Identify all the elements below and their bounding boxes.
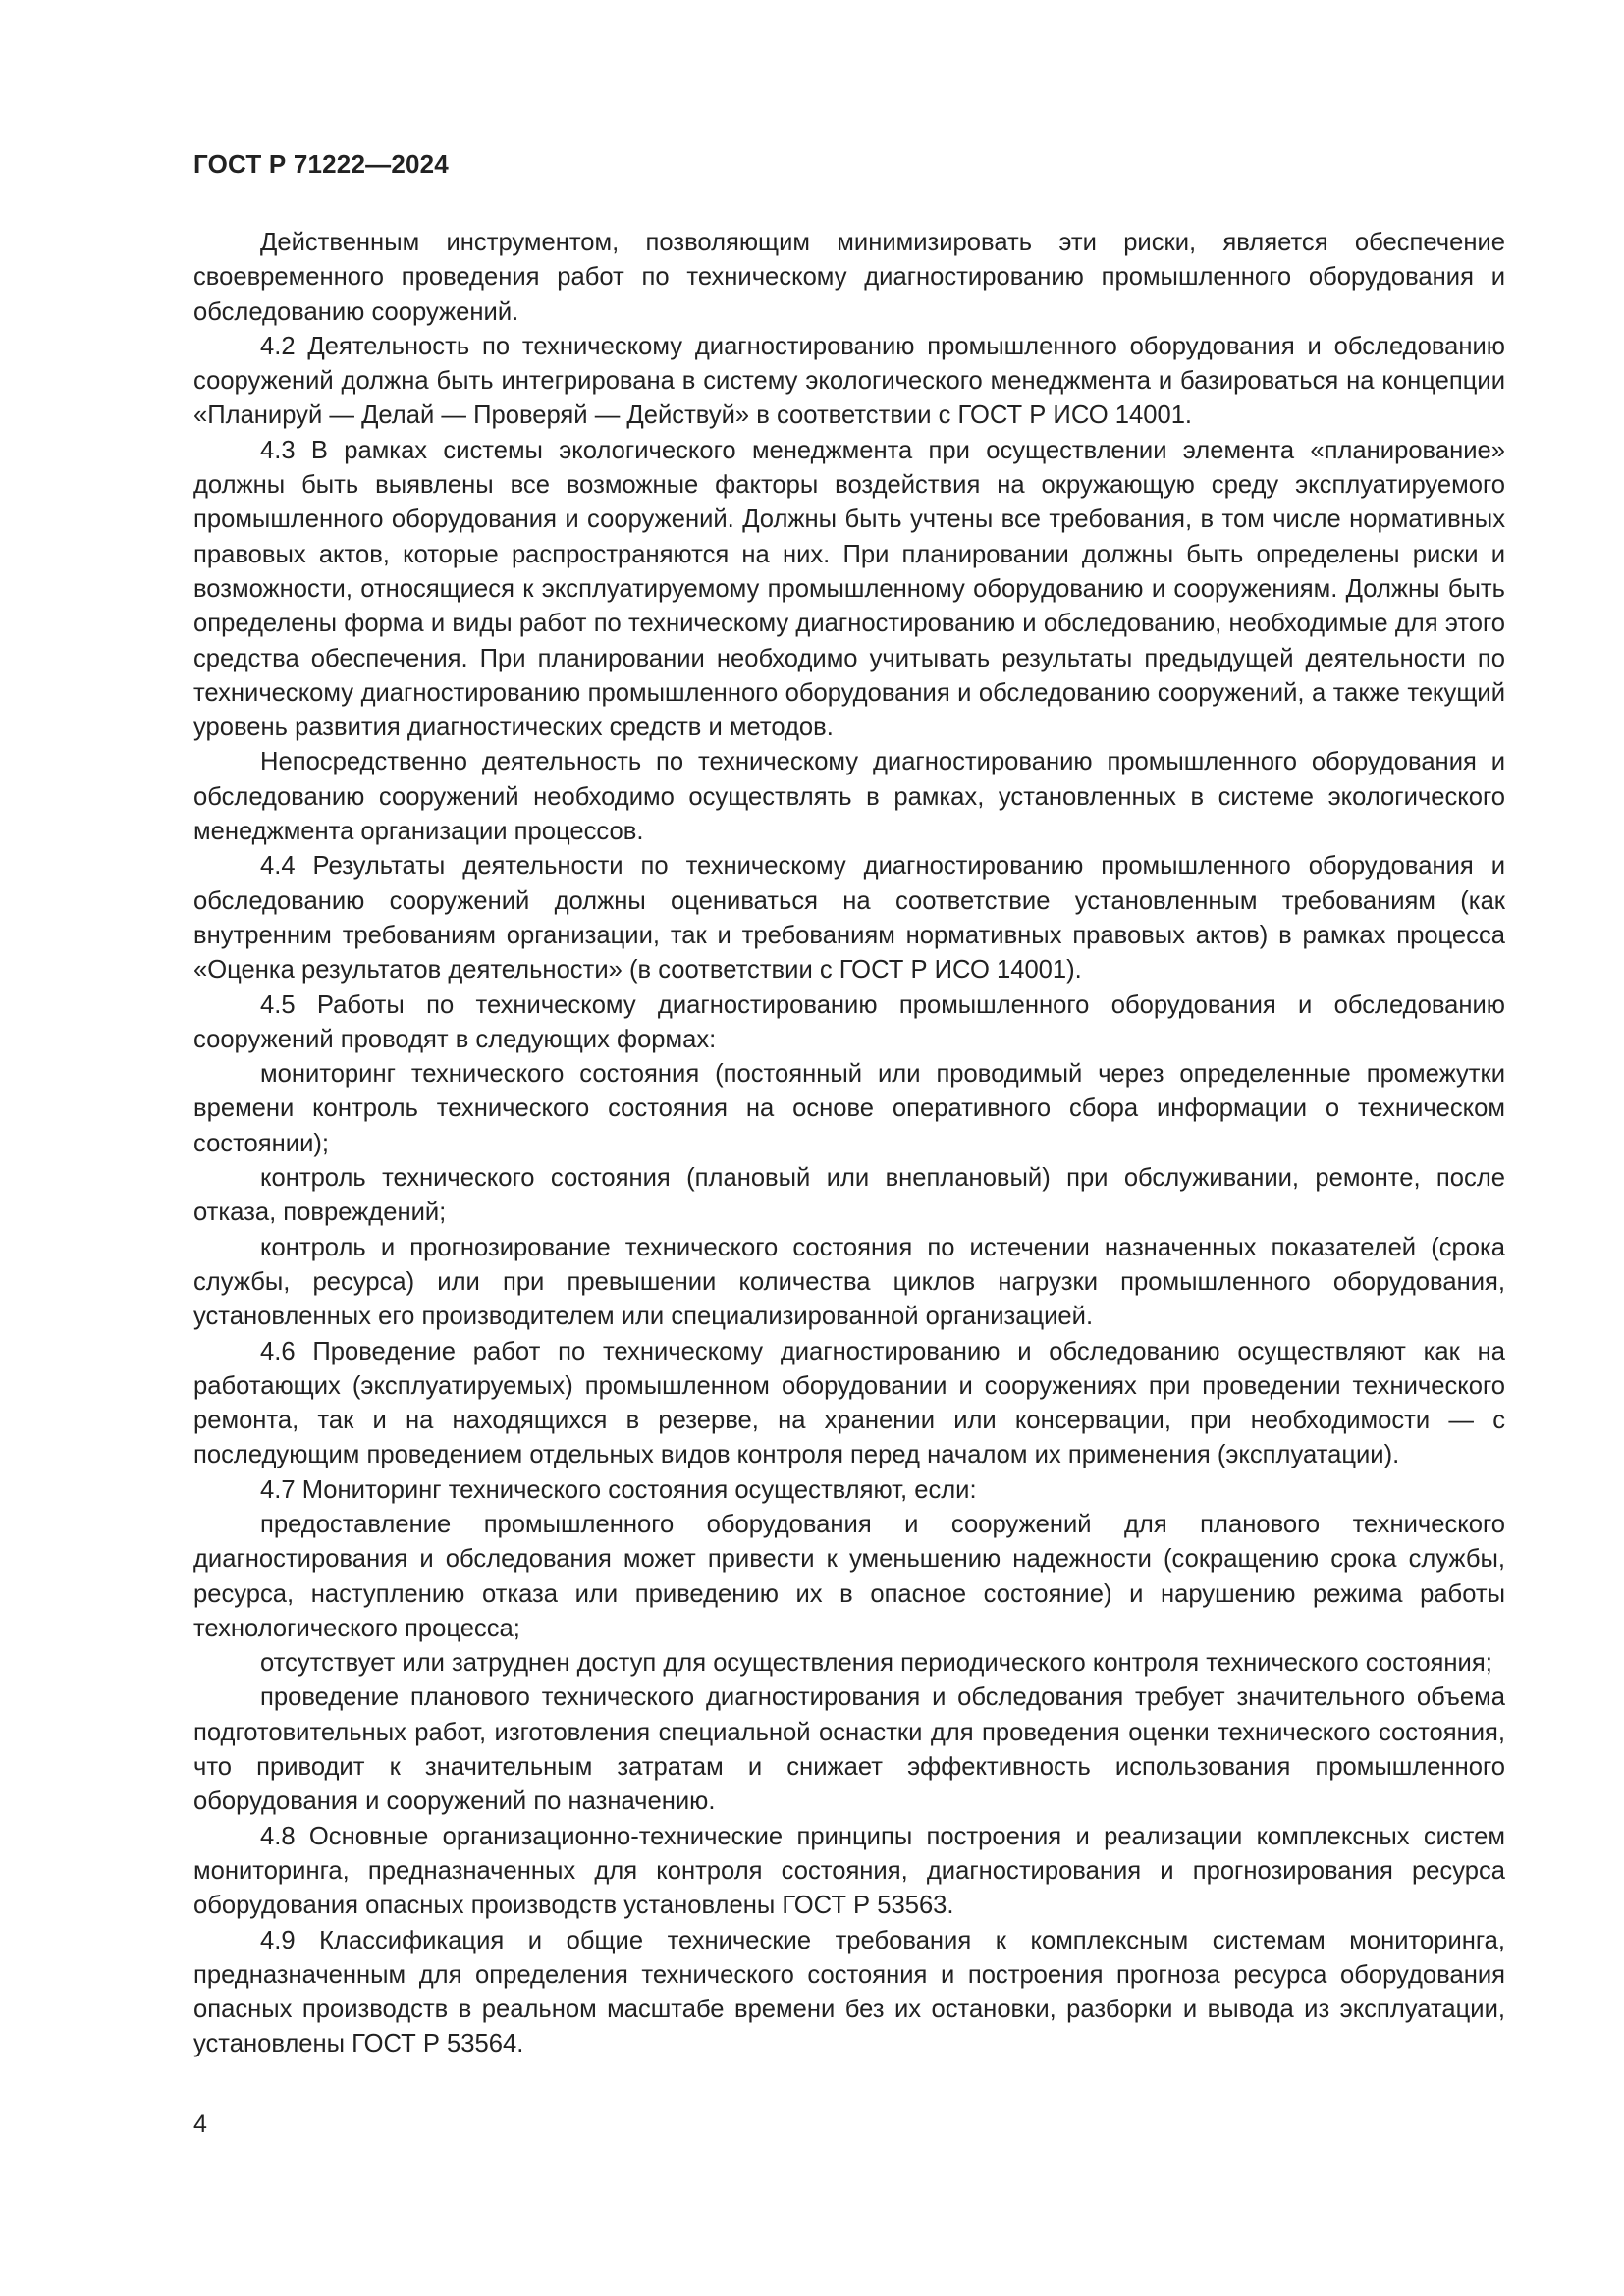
paragraph-4-2: 4.2 Деятельность по техническому диагностированию промышленного оборудования и обследованию сооружений должна быть интегрирована в систему экологического менеджмента и базироваться на концепции «Планируй — Делай — Проверяй — Действуй» в соответствии с ГОСТ Р ИСО 14001. — [193, 332, 1505, 430]
paragraph-4-8: 4.8 Основные организационно-технические принципы построения и реализации комплексных систем мониторинга, предназначенных для контроля состояния, диагностирования и прогнозирования ресурса оборудования опасных производств установлены ГОСТ Р 53563. — [193, 1822, 1505, 1920]
document-body — [193, 226, 1505, 2062]
page-number: 4 — [193, 2110, 207, 2138]
document-standard-title: ГОСТ Р 71222—2024 — [193, 149, 449, 179]
paragraph-4-9: 4.9 Классификация и общие технические требования к комплексным системам мониторинга, предназначенным для определения технического состояния и построения прогноза ресурса оборудования опасных производств в реальном масштабе времени без их остановки, разборки и вывода из эксплуатации, установлены ГОСТ Р 53564. — [193, 1926, 1505, 2058]
paragraph-4-3: 4.3 В рамках системы экологического менеджмента при осуществлении элемента «планирование» должны быть выявлены все возможные факторы воздействия на окружающую среду эксплуатируемого промышленного оборудования и сооружений. Должны быть учтены все требования, в том числе нормативных правовых актов, которые распространяются на них. При планировании должны быть определены риски и возможности, относящиеся к эксплуатируемому промышленному оборудованию и сооружениям. Должны быть определены форма и виды работ по техническому диагностированию и обследованию, необходимые для этого средства обеспечения. При планировании необходимо учитывать результаты предыдущей деятельности по техническому диагностированию промышленного оборудования и обследованию сооружений, а также текущий уровень развития диагностических средств и методов. — [193, 436, 1505, 742]
list-item-forecasting: контроль и прогнозирование технического состояния по истечении назначенных показателей (срока службы, ресурса) или при превышении количества циклов нагрузки промышленного оборудования, установленных его производителем или специализированной организацией. — [193, 1233, 1505, 1331]
paragraph-4-3-continued: Непосредственно деятельность по техническому диагностированию промышленного оборудования и обследованию сооружений необходимо осуществлять в рамках, установленных в системе экологического менеджмента организации процессов. — [193, 748, 1505, 846]
list-item-access: отсутствует или затруднен доступ для осуществления периодического контроля технического состояния; — [260, 1649, 1492, 1678]
paragraph-4-6: 4.6 Проведение работ по техническому диагностированию и обследованию осуществляют как на работающих (эксплуатируемых) промышленном оборудовании и сооружениях при проведении технического ремонта, так и на находящихся в резерве, на хранении или консервации, при необходимости — с последующим проведением отдельных видов контроля перед началом их применения (эксплуатации). — [193, 1337, 1505, 1469]
list-item-control: контроль технического состояния (плановый или внеплановый) при обслуживании, ремонте, после отказа, повреждений; — [193, 1164, 1505, 1227]
paragraph-intro: Действенным инструментом, позволяющим минимизировать эти риски, является обеспечение своевременного проведения работ по техническому диагностированию промышленного оборудования и обследованию сооружений. — [193, 229, 1505, 326]
list-item-reliability: предоставление промышленного оборудования и сооружений для планового технического диагностирования и обследования может привести к уменьшению надежности (сокращению срока службы, ресурса, наступлению отказа или приведению их в опасное состояние) и нарушению режима работы технологического процесса; — [193, 1510, 1505, 1642]
paragraph-4-7: 4.7 Мониторинг технического состояния осуществляют, если: — [260, 1475, 977, 1504]
list-item-monitoring: мониторинг технического состояния (постоянный или проводимый через определенные промежутки времени контроль технического состояния на основе оперативного сбора информации о техническом состоянии); — [193, 1060, 1505, 1157]
list-item-costs: проведение планового технического диагностирования и обследования требует значительного объема подготовительных работ, изготовления специальной оснастки для проведения оценки технического состояния, что приводит к значительным затратам и снижает эффективность использования промышленного оборудования и сооружений по назначению. — [193, 1683, 1505, 1816]
paragraph-4-4: 4.4 Результаты деятельности по техническому диагностированию промышленного оборудования и обследованию сооружений должны оцениваться на соответствие установленным требованиям (как внутренним требованиям организации, так и требованиям нормативных правовых актов) в рамках процесса «Оценка результатов деятельности» (в соответствии с ГОСТ Р ИСО 14001). — [193, 852, 1505, 985]
paragraph-4-5: 4.5 Работы по техническому диагностированию промышленного оборудования и обследованию сооружений проводят в следующих формах: — [193, 990, 1505, 1053]
